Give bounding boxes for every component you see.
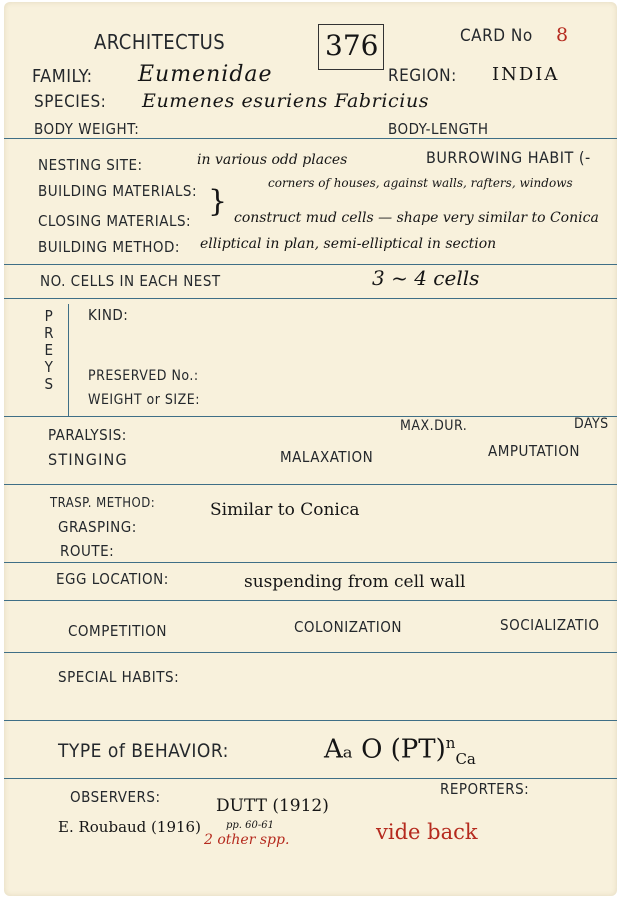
nesting-site-label: NESTING SITE: [38, 156, 143, 174]
behavior-formula-main: Aₐ O (PT) [324, 734, 446, 765]
record-number: 376 [325, 29, 379, 62]
vide-back-note: vide back [376, 820, 478, 844]
region-value: INDIA [492, 64, 560, 85]
building-materials-label: BUILDING MATERIALS: [38, 182, 198, 200]
behavior-label: TYPE of BEHAVIOR: [58, 740, 229, 762]
other-species-note: 2 other spp. [204, 832, 290, 848]
materials-brace: } [208, 184, 228, 219]
max-dur-label: MAX.DUR. [400, 418, 468, 434]
egg-location-label: EGG LOCATION: [56, 570, 169, 588]
nesting-site-value-2: corners of houses, against walls, rafters, windows [268, 176, 573, 190]
cells-value: 3 ~ 4 cells [372, 266, 480, 290]
observer-roubaud: E. Roubaud (1916) [58, 818, 201, 836]
building-method-label: BUILDING METHOD: [38, 238, 180, 256]
amputation-label: AMPUTATION [488, 442, 580, 460]
divider [4, 484, 617, 485]
divider [4, 138, 617, 139]
body-weight-label: BODY WEIGHT: [34, 120, 140, 138]
building-method-value: elliptical in plan, semi-elliptical in section [200, 236, 497, 252]
region-label: REGION: [388, 66, 457, 86]
divider [4, 652, 617, 653]
species-value: Eumenes esuriens Fabricius [142, 90, 430, 112]
colonization-label: COLONIZATION [294, 618, 402, 636]
roubaud-pages: pp. 60-61 [226, 820, 274, 831]
malaxation-label: MALAXATION [280, 448, 374, 466]
reporters-label: REPORTERS: [440, 780, 530, 798]
divider [4, 778, 617, 779]
card-no-label: CARD No [460, 26, 533, 46]
grasping-label: GRASPING: [58, 518, 137, 536]
preys-vertical-rule [68, 304, 69, 416]
weight-size-label: WEIGHT or SIZE: [88, 392, 200, 408]
divider [4, 562, 617, 563]
divider [4, 264, 617, 265]
special-habits-label: SPECIAL HABITS: [58, 668, 180, 686]
competition-label: COMPETITION [68, 622, 168, 640]
burrowing-habit-label: BURROWING HABIT (- [426, 148, 591, 167]
body-length-label: BODY-LENGTH [388, 120, 489, 138]
stinging-label: STINGING [48, 450, 128, 469]
observer-dutt: DUTT (1912) [216, 796, 329, 816]
socialization-label: SOCIALIZATIO [500, 616, 600, 634]
record-card [4, 2, 617, 896]
paralysis-label: PARALYSIS: [48, 426, 127, 444]
card-title: ARCHITECTUS [94, 30, 226, 54]
family-value: Eumenidae [138, 62, 273, 87]
divider [4, 416, 617, 417]
behavior-formula [324, 734, 476, 768]
behavior-formula-sub: Ca [455, 749, 476, 768]
divider [4, 720, 617, 721]
divider [4, 600, 617, 601]
observers-label: OBSERVERS: [70, 788, 161, 806]
prey-kind-label: KIND: [88, 306, 129, 324]
transport-method-value: Similar to Conica [210, 500, 360, 520]
egg-location-value: suspending from cell wall [244, 572, 466, 592]
closing-materials-label: CLOSING MATERIALS: [38, 212, 192, 230]
behavior-formula-sup: n [445, 734, 456, 752]
transport-method-label: TRASP. METHOD: [50, 496, 156, 511]
card-no-value: 8 [556, 24, 569, 46]
nesting-site-value: in various odd places [197, 152, 348, 168]
preys-side-label: PREYS [44, 307, 54, 393]
route-label: ROUTE: [60, 542, 115, 560]
family-label: FAMILY: [32, 66, 93, 87]
days-label: DAYS [574, 416, 609, 432]
species-label: SPECIES: [34, 92, 107, 112]
divider [4, 298, 617, 299]
preserved-no-label: PRESERVED No.: [88, 368, 199, 384]
materials-value: construct mud cells — shape very similar to Conica [234, 210, 599, 226]
cells-label: NO. CELLS IN EACH NEST [40, 272, 221, 290]
